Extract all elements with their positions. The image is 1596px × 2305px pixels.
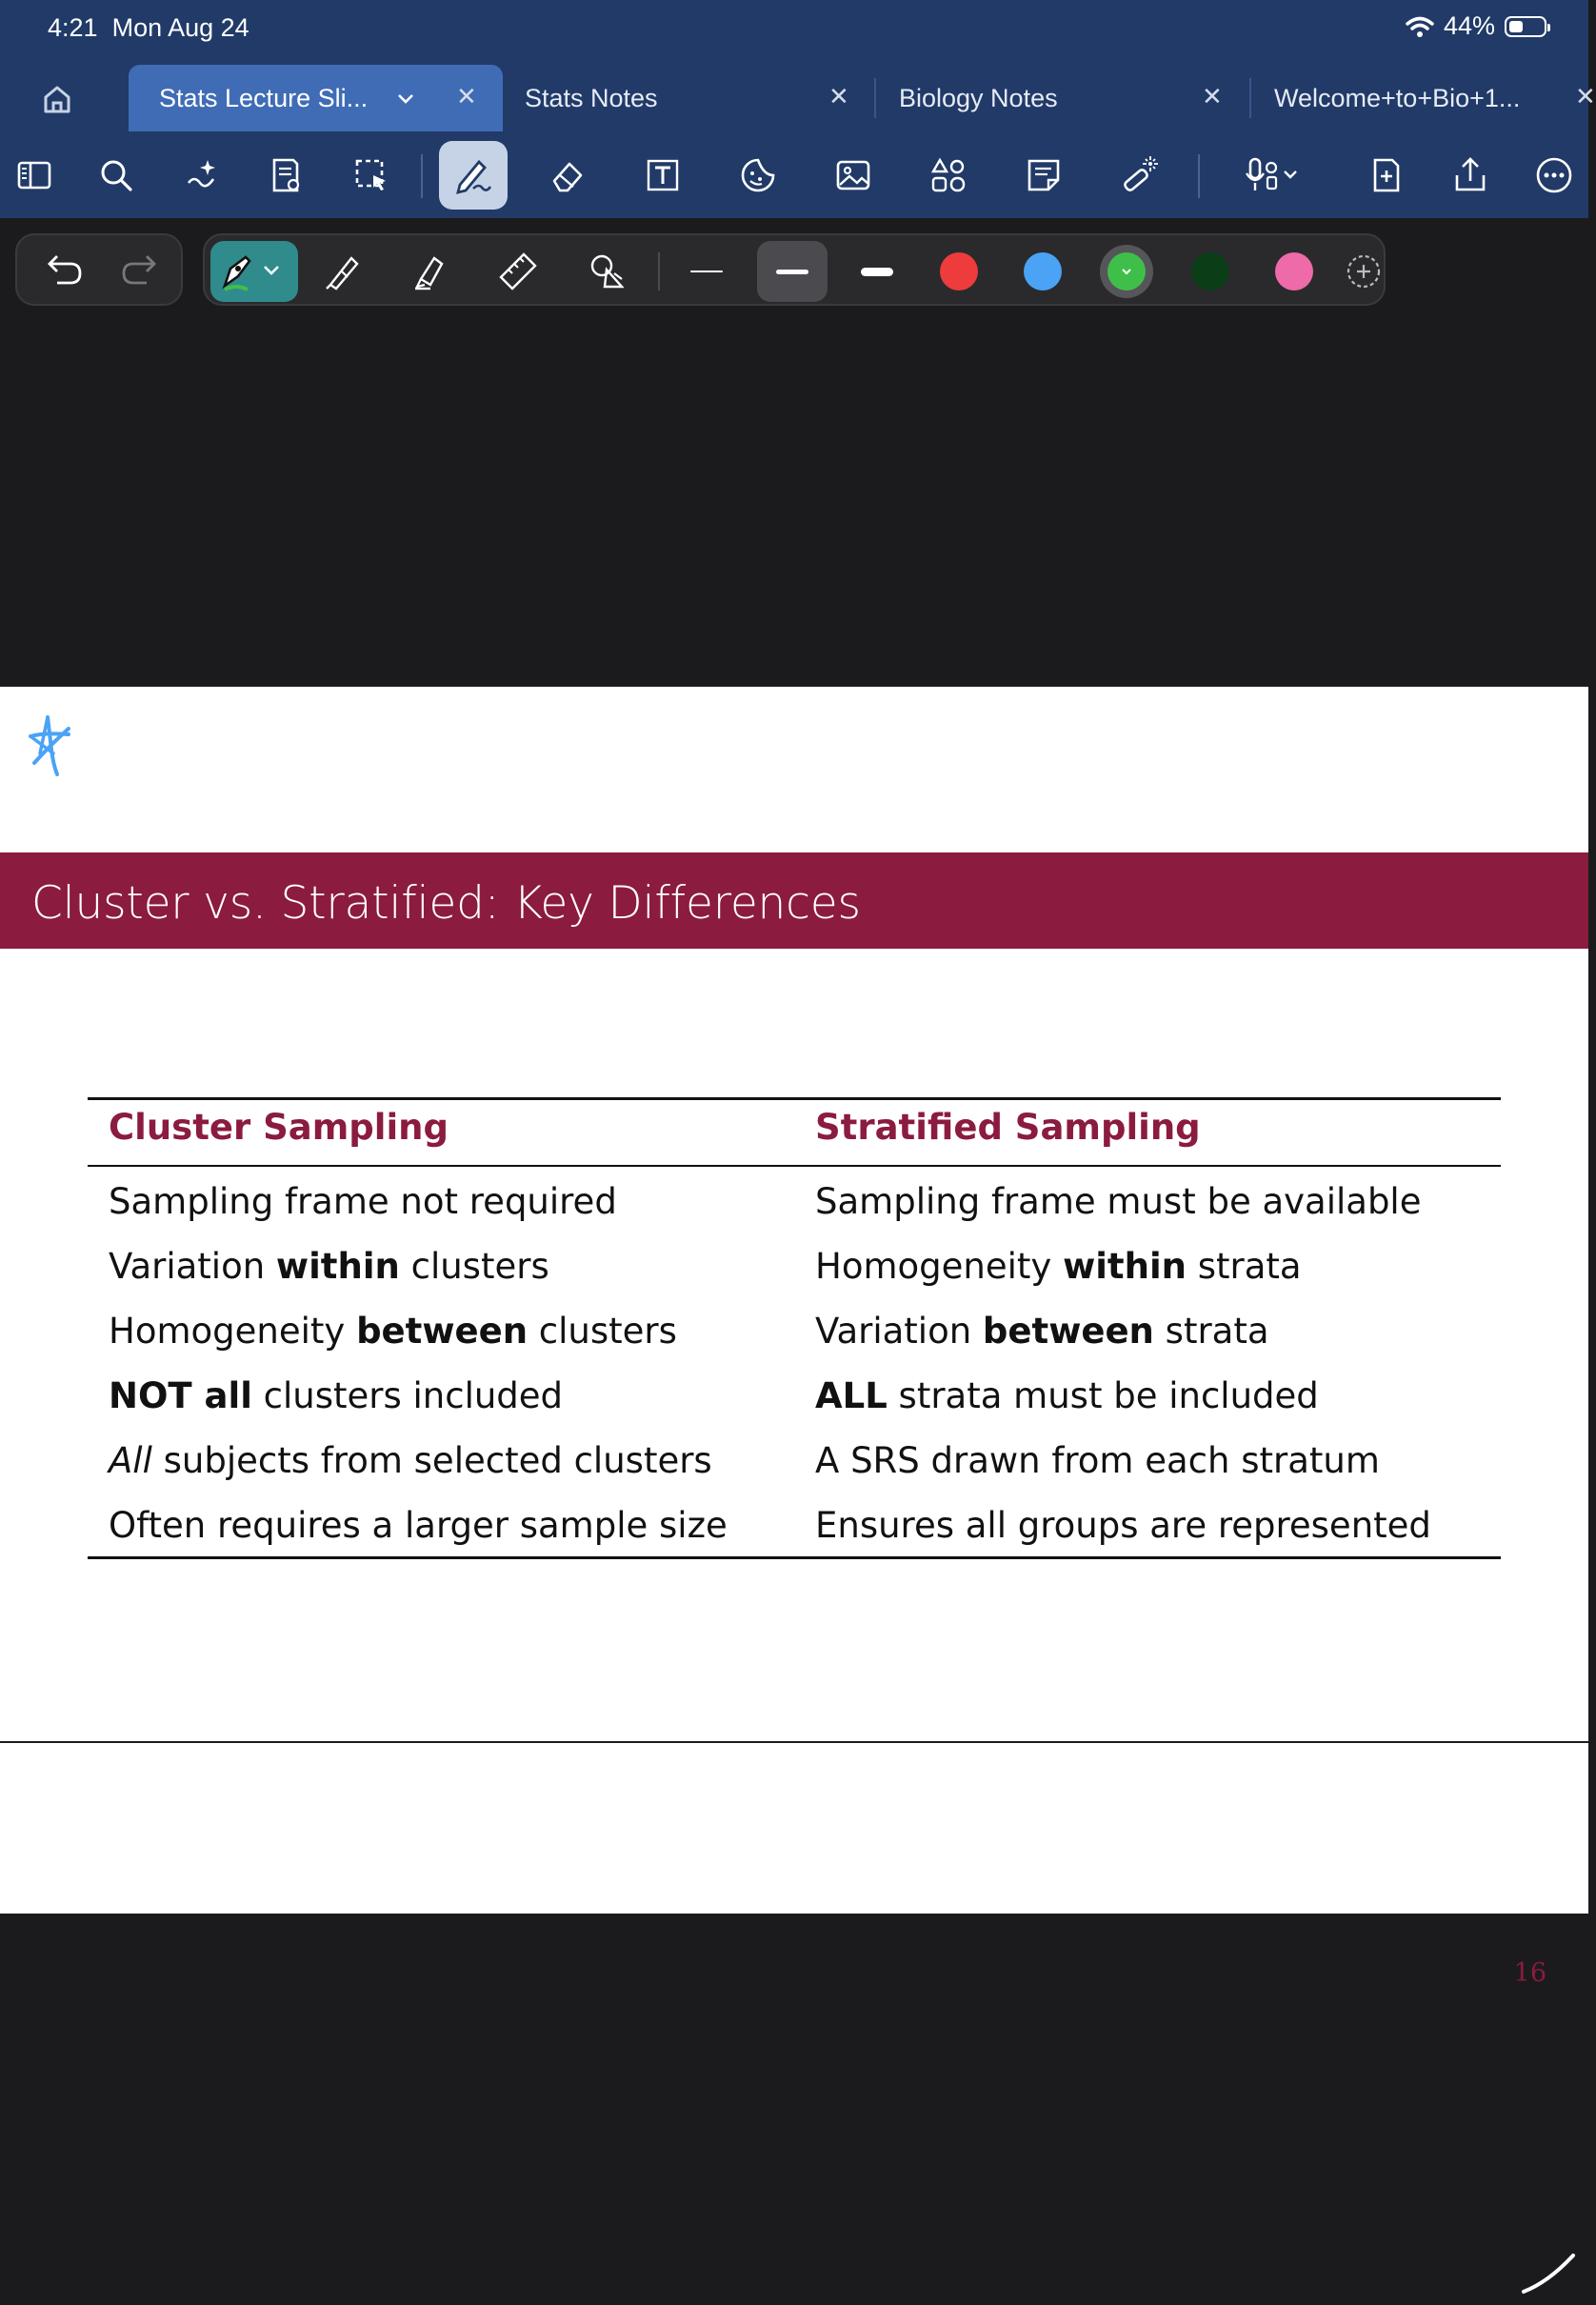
image-button[interactable] <box>819 141 888 210</box>
chevron-down-icon <box>1120 267 1133 276</box>
redo-icon <box>118 251 160 289</box>
wifi-icon <box>1406 15 1434 38</box>
table-cell <box>815 1440 1380 1481</box>
image-icon <box>832 154 874 196</box>
slide-title: Cluster vs. Stratified: Key Differences <box>31 877 861 930</box>
table-cell-text: Variation <box>109 1246 276 1287</box>
eraser-icon <box>547 154 589 196</box>
undo-button[interactable] <box>36 245 93 294</box>
search-button[interactable] <box>82 141 150 210</box>
fountain-pen-icon <box>217 248 291 295</box>
battery-percent: 44% <box>1443 11 1495 40</box>
close-icon[interactable]: ✕ <box>1575 82 1596 110</box>
undo-icon <box>44 251 86 289</box>
table-cell-text: strata <box>1153 1311 1269 1352</box>
table-cell <box>815 1375 1319 1416</box>
table-cell-text: Ensures all groups are represented <box>815 1505 1431 1546</box>
ruler-icon <box>497 251 539 292</box>
slide-page-number: 16 <box>1513 1958 1546 1988</box>
table-cell-text: Sampling frame not required <box>109 1181 617 1222</box>
table-header-rule <box>88 1165 1501 1167</box>
canvas-background <box>0 323 1588 687</box>
stroke-thin-button[interactable] <box>676 243 737 300</box>
table-cell-text: clusters included <box>251 1375 564 1416</box>
home-icon[interactable] <box>38 80 76 118</box>
table-top-rule <box>88 1097 1501 1100</box>
fountain-pen-button[interactable] <box>210 241 298 302</box>
table-cell-text: Sampling frame must be available <box>815 1181 1422 1222</box>
microphone-icon <box>1243 154 1300 196</box>
color-swatch-dark-green[interactable] <box>1191 252 1229 291</box>
table-cell <box>815 1246 1302 1287</box>
textbox-icon <box>642 154 684 196</box>
close-icon[interactable]: ✕ <box>1202 82 1223 110</box>
table-cell-text: All <box>109 1440 152 1481</box>
pencil-hover-indicator <box>1520 2248 1577 2295</box>
tab-welcome-bio[interactable] <box>1251 65 1596 131</box>
more-button[interactable] <box>1520 141 1588 210</box>
stroke-thick-sample <box>861 268 893 276</box>
sidebar-icon <box>13 154 55 196</box>
add-page-icon <box>1366 154 1407 196</box>
stroke-medium-sample <box>776 270 808 274</box>
table-cell-text: Variation <box>815 1311 983 1352</box>
sticky-note-button[interactable] <box>1009 141 1078 210</box>
page-lower-area[interactable] <box>0 1741 1588 1914</box>
table-header-stratified: Stratified Sampling <box>815 1107 1201 1148</box>
table-cell <box>109 1181 617 1222</box>
pen-toolbar-divider <box>658 252 660 291</box>
document-icon <box>265 154 307 196</box>
pen-tool-button[interactable] <box>439 141 508 210</box>
shapes-icon <box>928 154 969 196</box>
table-cell-text: ALL <box>815 1375 888 1416</box>
table-cell <box>109 1440 712 1481</box>
table-cell <box>109 1505 728 1546</box>
table-cell <box>815 1311 1269 1352</box>
table-cell-text: between <box>356 1311 529 1352</box>
laser-pointer-button[interactable] <box>1105 141 1173 210</box>
ballpoint-pen-button[interactable] <box>313 243 374 300</box>
table-cell <box>109 1375 563 1416</box>
sidebar-button[interactable] <box>0 141 69 210</box>
stroke-thin-sample <box>690 271 723 272</box>
stroke-thick-button[interactable] <box>847 243 908 300</box>
close-icon[interactable]: ✕ <box>456 82 477 110</box>
sticker-icon <box>737 154 779 196</box>
battery-icon <box>1505 16 1546 37</box>
table-cell-text: NOT all <box>109 1375 252 1416</box>
shapes-button[interactable] <box>914 141 983 210</box>
tab-label: Biology Notes <box>899 83 1058 112</box>
redo-button[interactable] <box>110 245 168 294</box>
main-toolbar <box>0 135 1588 217</box>
table-cell <box>815 1181 1421 1222</box>
toolbar-divider <box>421 154 423 198</box>
pen-icon <box>452 154 494 196</box>
table-cell-text: clusters <box>528 1311 677 1352</box>
color-swatch-red[interactable] <box>940 252 978 291</box>
text-button[interactable] <box>628 141 697 210</box>
shape-tool-button[interactable] <box>576 243 637 300</box>
table-cell-text: between <box>982 1311 1154 1352</box>
status-time: 4:21 Mon Aug 24 <box>48 13 249 42</box>
sparkle-icon <box>181 154 223 196</box>
toolbar-divider <box>1198 154 1200 198</box>
more-icon <box>1533 154 1575 196</box>
table-header-cluster: Cluster Sampling <box>109 1107 449 1148</box>
tab-label: Welcome+to+Bio+1... <box>1274 83 1521 112</box>
table-cell <box>109 1246 549 1287</box>
table-cell-text: within <box>275 1246 400 1287</box>
document-page[interactable] <box>0 687 1588 1988</box>
color-swatch-green[interactable] <box>1107 252 1146 291</box>
lasso-icon <box>350 154 392 196</box>
eraser-button[interactable] <box>533 141 602 210</box>
tab-label: Stats Notes <box>525 83 658 112</box>
undo-redo-group <box>15 233 183 306</box>
table-cell-text: subjects from selected clusters <box>151 1440 712 1481</box>
record-audio-button[interactable] <box>1219 141 1324 210</box>
tab-biology-notes[interactable] <box>876 65 1249 131</box>
add-color-icon <box>1343 251 1385 292</box>
document-button[interactable] <box>251 141 320 210</box>
app-chrome <box>0 0 1596 218</box>
sticker-button[interactable] <box>724 141 792 210</box>
table-cell-text: A SRS drawn from each stratum <box>815 1440 1380 1481</box>
ruler-button[interactable] <box>488 243 549 300</box>
share-button[interactable] <box>1436 141 1505 210</box>
color-swatch-blue[interactable] <box>1024 252 1062 291</box>
ballpoint-pen-icon <box>323 251 365 292</box>
table-cell-text: clusters <box>399 1246 549 1287</box>
chevron-down-icon[interactable] <box>396 92 415 106</box>
table-bottom-rule <box>88 1556 1501 1559</box>
close-icon[interactable]: ✕ <box>828 82 849 110</box>
highlighter-button[interactable] <box>400 243 461 300</box>
highlighter-icon <box>409 251 451 292</box>
add-color-button[interactable] <box>1344 243 1384 300</box>
lasso-button[interactable] <box>337 141 406 210</box>
stroke-medium-button[interactable] <box>762 243 823 300</box>
pen-options-group <box>203 233 1386 306</box>
tab-stats-lecture[interactable] <box>129 65 503 131</box>
table-cell-text: strata <box>1186 1246 1302 1287</box>
table-cell-text: within <box>1063 1246 1187 1287</box>
shape-tool-icon <box>586 251 628 292</box>
add-page-button[interactable] <box>1352 141 1421 210</box>
laser-pointer-icon <box>1118 154 1160 196</box>
table-cell-text: Often requires a larger sample size <box>109 1505 728 1546</box>
table-cell-text: Homogeneity <box>815 1246 1064 1287</box>
table-cell <box>109 1311 677 1352</box>
tab-stats-notes[interactable] <box>503 65 874 131</box>
table-cell <box>815 1505 1431 1546</box>
status-indicators <box>1406 11 1546 41</box>
tab-label: Stats Lecture Sli... <box>159 83 369 112</box>
pen-toolbar <box>0 218 1588 323</box>
color-swatch-pink[interactable] <box>1275 252 1313 291</box>
tab-bar <box>0 65 1596 131</box>
star-annotation <box>21 708 88 793</box>
search-icon <box>95 154 137 196</box>
share-icon <box>1449 154 1491 196</box>
slide-title-bar <box>0 852 1588 949</box>
table-cell-text: Homogeneity <box>109 1311 357 1352</box>
table-cell-text: strata must be included <box>887 1375 1319 1416</box>
sticky-note-icon <box>1023 154 1065 196</box>
annotation-area[interactable] <box>0 687 1588 852</box>
ai-button[interactable] <box>168 141 236 210</box>
